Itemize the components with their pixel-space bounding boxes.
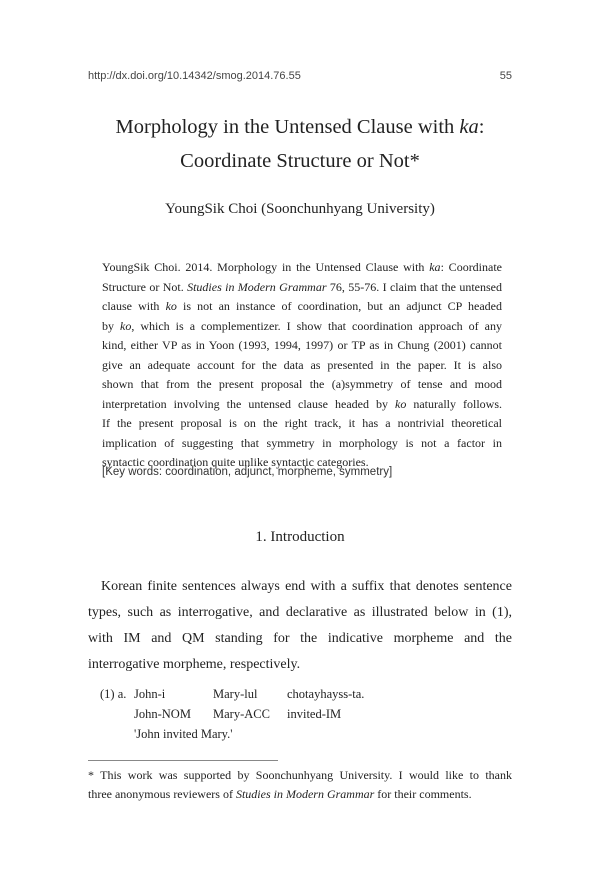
translation: 'John invited Mary.' — [134, 727, 233, 741]
footnote-text: three anonymous reviewers of — [88, 787, 236, 801]
body-line: interrogative morpheme, respectively. — [88, 657, 301, 672]
abstract-line — [102, 395, 502, 415]
abstract-text: is not an instance of coordination, but an adjunct CP headed — [176, 299, 502, 313]
author-line: YoungSik Choi (Soonchunhyang University) — [165, 201, 435, 217]
body-line: types, such as interrogative, and declarative as illustrated below in (1), — [88, 605, 512, 620]
abstract-line: kind, either VP as in Yoon (1993, 1994, 1997) or TP as in Chung (2001) cannot — [102, 338, 502, 352]
abstract-text: clause with — [102, 299, 166, 313]
abstract-text: , which is a complementizer. I show that coordination approach of any — [131, 318, 502, 333]
abstract-text: : Coordinate — [440, 260, 503, 274]
paper-title-line-2: Coordinate Structure or Not* — [180, 150, 420, 172]
example-label: (1) a. — [100, 687, 127, 701]
abstract-text: Structure or Not. — [102, 279, 188, 294]
journal-name: Studies in Modern Grammar — [235, 787, 375, 801]
footnote-text: for their comments. — [374, 787, 472, 801]
abstract-line: If the present proposal is on the right track, it has a nontrivial theoretical — [102, 416, 502, 430]
paper-title-line-1 — [60, 110, 540, 144]
body-paragraph — [88, 574, 512, 678]
abstract-line — [102, 258, 502, 278]
gloss-word: chotayhayss-ta. — [287, 687, 365, 701]
abstract-text: YoungSik Choi. 2014. Morphology in the Untensed Clause with — [102, 260, 430, 274]
abstract-line: syntactic coordination quite unlike syntactic categories. — [102, 455, 369, 469]
header-doi: http://dx.doi.org/10.14342/smog.2014.76.55 — [88, 70, 301, 82]
section-heading: 1. Introduction — [255, 529, 345, 545]
abstract-text: interpretation involving the untensed clause headed by — [102, 396, 395, 411]
abstract — [102, 258, 502, 473]
abstract-ka: ka — [429, 260, 441, 274]
abstract-ko: ko — [120, 318, 132, 333]
footnote-line: * This work was supported by Soonchunhyang University. I would like to thank — [88, 768, 512, 782]
body-line: Korean finite sentences always end with a suffix that denotes sentence — [101, 579, 512, 594]
keywords: [Key words: coordination, adjunct, morpheme, symmetry] — [102, 466, 393, 478]
abstract-line: implication of suggesting that symmetry in morphology is not a factor in — [102, 435, 502, 450]
gloss-tag: invited-IM — [287, 707, 342, 721]
body-line: with IM and QM standing for the indicative morpheme and the — [88, 631, 512, 646]
abstract-line: give an adequate account for the data as presented in the paper. It is also — [102, 357, 502, 372]
gloss-tag: Mary-ACC — [213, 707, 270, 721]
gloss-tag: John-NOM — [134, 707, 191, 721]
page-number: 55 — [499, 70, 512, 82]
abstract-text: naturally follows. — [406, 396, 502, 411]
title-ka-italic: ka — [459, 116, 479, 138]
abstract-line — [102, 317, 502, 337]
abstract-line — [102, 278, 502, 298]
abstract-ko: ko — [165, 299, 177, 313]
abstract-ko: ko — [395, 396, 407, 411]
abstract-line: shown that from the present proposal the (a)symmetry of tense and mood — [102, 377, 502, 391]
footnote-rule — [88, 760, 278, 761]
gloss-word: Mary-lul — [213, 687, 258, 701]
footnote-line — [88, 785, 512, 804]
journal-name: Studies in Modern Grammar — [187, 279, 327, 294]
abstract-text: by — [102, 318, 121, 333]
abstract-line — [102, 297, 502, 317]
footnote — [88, 766, 512, 804]
title-text: Morphology in the Untensed Clause with — [115, 116, 460, 138]
title-colon: : — [478, 116, 485, 138]
gloss-word: John-i — [134, 687, 166, 701]
abstract-text: 76, 55-76. I claim that the untensed — [326, 279, 502, 294]
